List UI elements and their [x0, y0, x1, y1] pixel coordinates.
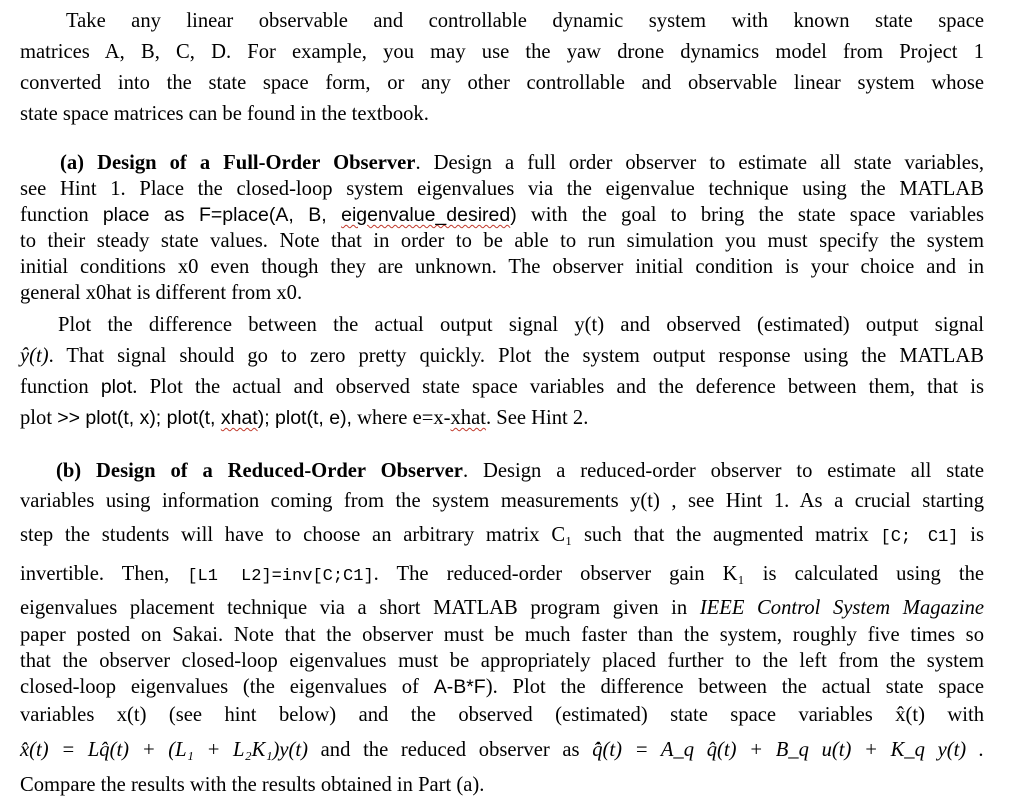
part-b-line-11: Compare the results with the results obtained in Part (a). [20, 774, 485, 796]
code-place: place [102, 204, 150, 226]
part-b-line-2: variables using information coming from the system measurements y(t) , see Hint 1. As a crucial starting [20, 490, 984, 512]
spellcheck-xhat-1: xhat [220, 407, 258, 429]
estimate-equation: x̂(t) = Lq̂(t) + (L₁ + L₂K₁)y(t) [20, 739, 308, 761]
part-a-plot-line-4: plot >> plot(t, x); plot(t, xhat); plot(t, e), where e=x-xhat. See Hint 2. [20, 407, 589, 429]
part-a-line-1: (a) Design of a Full-Order Observer. Design a full order observer to estimate all state variables, [60, 152, 984, 174]
intro-line-2: matrices A, B, C, D. For example, you may use the yaw drone dynamics model from Project 1 [20, 41, 984, 63]
intro-paragraph [20, 6, 984, 130]
part-a-line-5: initial conditions x0 even though they are unknown. The observer initial condition is your choice and in [20, 256, 984, 278]
observer-equation: q̂̇(t) = A_q q̂(t) + B_q u(t) + K_q y(t) . [592, 739, 984, 761]
part-a-plot-line-2: ŷ(t). That signal should go to zero pretty quickly. Plot the system output response using the MATLAB [20, 345, 984, 367]
part-a-plot-line-3: function plot. Plot the actual and observed state space variables and the deference between them, that is [20, 376, 984, 398]
part-b-paragraph [20, 456, 984, 800]
part-a-line-3: function place as F=place(A, B, eigenvalue_desired) with the goal to bring the state space variables [20, 204, 985, 226]
part-b-heading: (b) Design of a Reduced-Order Observer [56, 460, 463, 482]
journal-title: IEEE Control System Magazine [699, 597, 985, 619]
part-b-line-4: invertible. Then, [L1 L2]=inv[C;C1]. The reduced-order observer gain K₁ is calculated using the [20, 563, 985, 586]
intro-line-4: state space matrices can be found in the textbook. [20, 103, 429, 125]
part-a-paragraph [20, 150, 984, 306]
part-b-line-7: that the observer closed-loop eigenvalues must be appropriately placed further to the left from the system [20, 650, 984, 672]
part-a-plot-line-1: Plot the difference between the actual output signal y(t) and observed (estimated) output signal [58, 314, 984, 336]
part-b-line-3: step the students will have to choose an arbitrary matrix C₁ such that the augmented matrix [C; C1] is [20, 524, 984, 547]
code-augmented-matrix: [C; C1] [880, 528, 959, 547]
part-a-heading: (a) Design of a Full-Order Observer [60, 152, 416, 174]
spellcheck-eigenvalue-desired: eigenvalue_desired [341, 204, 511, 226]
part-b-line-8: closed-loop eigenvalues (the eigenvalues of A-B*F). Plot the difference between the actual state space [20, 676, 984, 698]
code-closed-loop: A-B*F [433, 676, 486, 698]
code-plot: plot [100, 376, 133, 398]
spellcheck-xhat-2: xhat [450, 407, 486, 429]
y-hat-symbol: ŷ(t) [20, 345, 49, 367]
intro-line-3: converted into the state space form, or any other controllable and observable linear system whose [20, 72, 984, 94]
code-inverse: [L1 L2]=inv[C;C1] [187, 567, 374, 586]
part-a-line-4: to their steady state values. Note that in order to be able to run simulation you must specify the system [20, 230, 984, 252]
part-a-line-6: general x0hat is different from x0. [20, 282, 303, 304]
part-b-line-5: eigenvalues placement technique via a short MATLAB program given in IEEE Control System Magazine [20, 597, 985, 619]
part-b-line-10: x̂(t) = Lq̂(t) + (L₁ + L₂K₁)y(t) and the reduced observer as q̂̇(t) = A_q q̂(t) + B_q u(t) + K_q y(t) . [20, 739, 984, 761]
part-b-line-1: (b) Design of a Reduced-Order Observer. Design a reduced-order observer to estimate all state [56, 460, 984, 482]
part-a-line-2: see Hint 1. Place the closed-loop system eigenvalues via the eigenvalue technique using the MATLAB [20, 178, 984, 200]
intro-line-1: Take any linear observable and controllable dynamic system with known state space [66, 10, 984, 32]
part-a-plot-paragraph [20, 310, 984, 434]
part-b-line-6: paper posted on Sakai. Note that the observer must be much faster than the system, roughly five times so [20, 624, 984, 646]
part-b-line-9: variables x(t) (see hint below) and the observed (estimated) state space variables x̂(t) with [20, 704, 984, 726]
